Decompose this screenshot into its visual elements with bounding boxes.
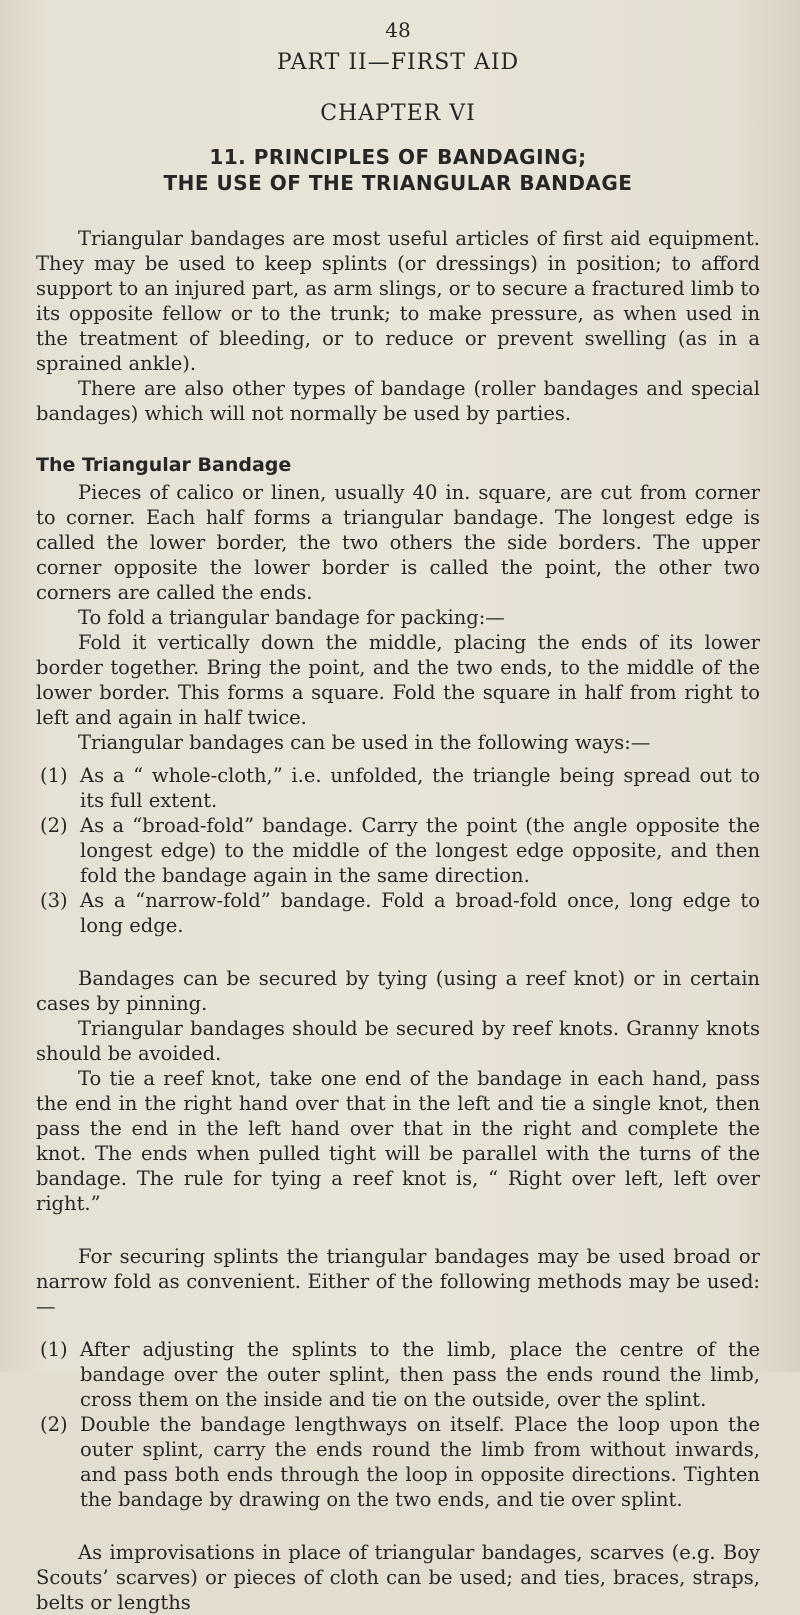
securing-paragraph: Bandages can be secured by tying (using a reef knot) or in certain cases by pinning.: [36, 967, 760, 1015]
list-item: [36, 1337, 760, 1412]
list-item-text: As a “ whole-cloth,” i.e. unfolded, the triangle being spread out to its full extent.: [80, 764, 760, 812]
body-paragraph: Triangular bandages can be used in the following ways:—: [78, 731, 651, 754]
part-title: PART II—FIRST AID: [276, 50, 520, 75]
final-paragraph: As improvisations in place of triangular bandages, scarves (e.g. Boy Scouts’ scarves) or pieces of cloth can be used; and ties, braces, straps, belts or lengths: [36, 1541, 760, 1614]
list-item-text: After adjusting the splints to the limb, place the centre of the bandage over the outer splint, then pass the ends round the limb, cross them on the inside and tie on the outside, over the splint.: [80, 1338, 760, 1411]
section-title: [36, 144, 760, 196]
section-title-line-2: THE USE OF THE TRIANGULAR BANDAGE: [163, 171, 633, 195]
list-item: [36, 888, 760, 938]
securing-paragraph: To tie a reef knot, take one end of the bandage in each hand, pass the end in the right hand over that in the left and tie a single knot, then pass the end in the left hand over that in the right and complete the knot. The ends when pulled tight will be parallel with the turns of the bandage. The rule for tying a reef knot is, “ Right over left, left over right.”: [36, 1067, 760, 1215]
list-item: [36, 1412, 760, 1512]
body-paragraph: To fold a triangular bandage for packing:—: [78, 606, 505, 629]
intro-paragraph: Triangular bandages are most useful articles of first aid equipment. They may be used to keep splints (or dressings) in position; to afford support to an injured part, as arm slings, or to secure a fractured limb to its opposite fellow or to the trunk; to make pressure, as when used in the treatment of bleeding, or to reduce or prevent swelling (as in a sprained ankle).: [36, 227, 760, 375]
splints-paragraph: For securing splints the triangular bandages may be used broad or narrow fold as convenient. Either of the following methods may be used:—: [36, 1245, 760, 1318]
ways-list: [36, 763, 760, 938]
chapter-title: CHAPTER VI: [320, 101, 476, 126]
list-item-text: As a “narrow-fold” bandage. Fold a broad-fold once, long edge to long edge.: [80, 889, 760, 937]
list-item-number: (3): [40, 889, 68, 912]
list-item: [36, 813, 760, 888]
list-item-number: (2): [40, 814, 68, 837]
section-title-line-1: 11. PRINCIPLES OF BANDAGING;: [209, 145, 587, 169]
list-item-text: Double the bandage lengthways on itself. Place the loop upon the outer splint, carry the ends round the limb from without inwards, and pass both ends through the loop in opposite directions. Tighten the bandage by drawing on the two ends, and tie over splint.: [80, 1413, 760, 1511]
intro-paragraph: There are also other types of bandage (roller bandages and special bandages) which will not normally be used by parties.: [36, 377, 760, 425]
securing-paragraph: Triangular bandages should be secured by reef knots. Granny knots should be avoided.: [36, 1017, 760, 1065]
methods-list: [36, 1337, 760, 1512]
list-item-number: (1): [40, 764, 68, 787]
list-item-number: (1): [40, 1338, 68, 1361]
list-item: [36, 763, 760, 813]
list-item-number: (2): [40, 1413, 68, 1436]
body-paragraph: Fold it vertically down the middle, placing the ends of its lower border together. Bring the point, and the two ends, to the middle of the lower border. This forms a square. Fold the square in half from right to left and again in half twice.: [36, 631, 760, 729]
subheading: The Triangular Bandage: [36, 454, 292, 476]
page-number: 48: [385, 18, 411, 42]
list-item-text: As a “broad-fold” bandage. Carry the point (the angle opposite the longest edge) to the middle of the longest edge opposite, and then fold the bandage again in the same direction.: [80, 814, 760, 887]
body-paragraph: Pieces of calico or linen, usually 40 in. square, are cut from corner to corner. Each half forms a triangular bandage. The longest edge is called the lower border, the two others the side borders. The upper corner opposite the lower border is called the point, the other two corners are called the ends.: [36, 481, 760, 604]
